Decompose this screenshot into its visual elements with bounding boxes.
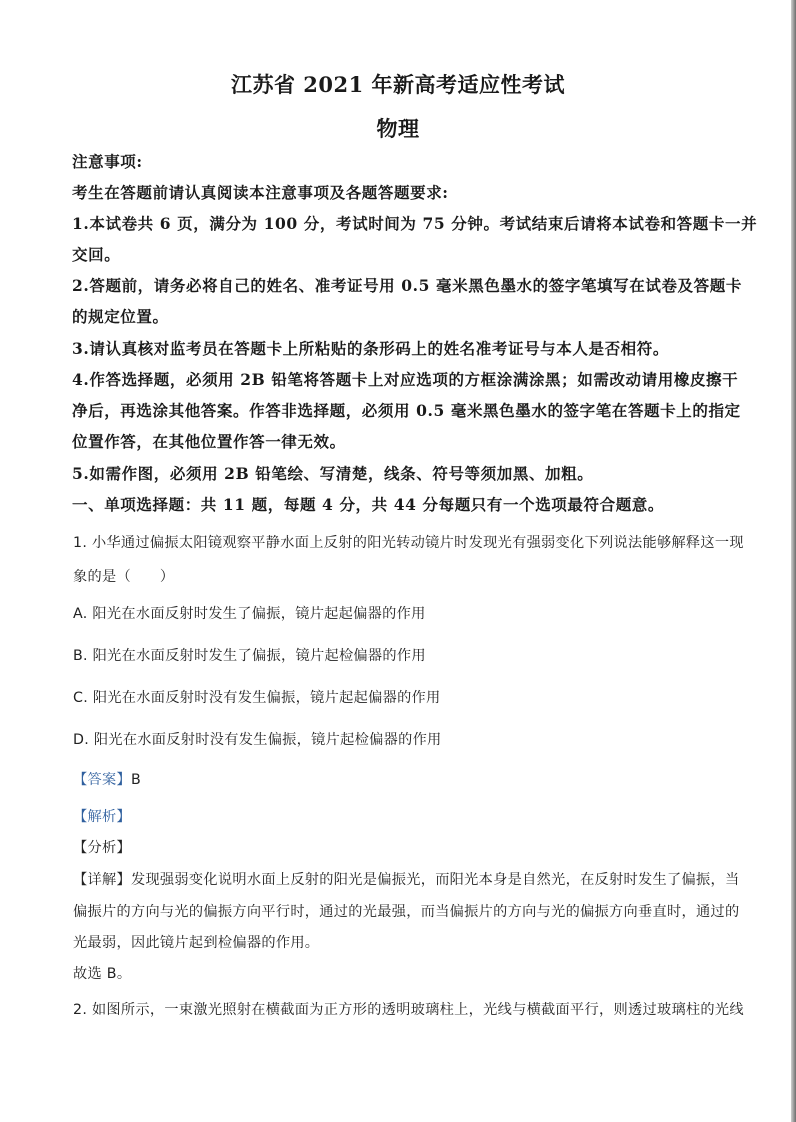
question-1-option-d: D. 阳光在水面反射时没有发生偏振，镜片起检偏器的作用 bbox=[73, 732, 442, 748]
notice-item-line: 2.答题前，请务必将自己的姓名、准考证号用 0.5 毫米黑色墨水的签字笔填写在试卷及答题卡 bbox=[72, 276, 742, 295]
subject-title: 物理 bbox=[376, 116, 420, 141]
notice-item-line: 1.本试卷共 6 页，满分为 100 分，考试时间为 75 分钟。考试结束后请将本试卷和答题卡一并 bbox=[72, 214, 758, 233]
notice-item-line: 净后，再选涂其他答案。作答非选择题，必须用 0.5 毫米黑色墨水的签字笔在答题卡上的指定 bbox=[72, 401, 741, 420]
detail-line: 光最弱，因此镜片起到检偏器的作用。 bbox=[73, 935, 320, 951]
answer-value: B bbox=[130, 772, 141, 788]
question-1-stem: 象的是（ ） bbox=[73, 569, 175, 585]
fenxi-tag: 【分析】 bbox=[73, 840, 131, 856]
notice-item-line: 的规定位置。 bbox=[72, 307, 169, 326]
section-heading: 一、单项选择题：共 11 题，每题 4 分，共 44 分每题只有一个选项最符合题意。 bbox=[72, 495, 665, 514]
question-1-option-a: A. 阳光在水面反射时发生了偏振，镜片起起偏器的作用 bbox=[73, 606, 426, 622]
notice-heading: 注意事项: bbox=[72, 152, 143, 171]
exam-title: 江苏省 2021 年新高考适应性考试 bbox=[230, 72, 566, 97]
notice-item-line: 交回。 bbox=[72, 245, 121, 264]
notice-item-line: 3.请认真核对监考员在答题卡上所粘贴的条形码上的姓名准考证号与本人是否相符。 bbox=[72, 339, 669, 358]
question-2-stem: 2. 如图所示，一束激光照射在横截面为正方形的透明玻璃柱上，光线与横截面平行，则透过玻璃柱的光线 bbox=[73, 1002, 744, 1018]
conclusion-line: 故选 B。 bbox=[73, 966, 132, 982]
notice-item-line: 位置作答，在其他位置作答一律无效。 bbox=[72, 432, 346, 451]
notice-intro: 考生在答题前请认真阅读本注意事项及各题答题要求: bbox=[72, 183, 449, 202]
detail-line: 【详解】发现强弱变化说明水面上反射的阳光是偏振光，而阳光本身是自然光，在反射时发生了偏振，当 bbox=[73, 872, 740, 888]
page-edge-shadow bbox=[791, 0, 796, 1122]
answer-tag: 【答案】 bbox=[73, 772, 131, 788]
notice-item-line: 5.如需作图，必须用 2B 铅笔绘、写清楚，线条、符号等须加黑、加粗。 bbox=[72, 464, 594, 483]
question-1-stem: 1. 小华通过偏振太阳镜观察平静水面上反射的阳光转动镜片时发现光有强弱变化下列说法能够解释这一现 bbox=[73, 535, 744, 551]
analysis-tag: 【解析】 bbox=[73, 809, 131, 825]
answer-line bbox=[73, 769, 141, 789]
detail-line: 偏振片的方向与光的偏振方向平行时，通过的光最强，而当偏振片的方向与光的偏振方向垂直时，通过的 bbox=[73, 904, 740, 920]
question-1-option-c: C. 阳光在水面反射时没有发生偏振，镜片起起偏器的作用 bbox=[73, 690, 441, 706]
question-1-option-b: B. 阳光在水面反射时发生了偏振，镜片起检偏器的作用 bbox=[73, 648, 426, 664]
notice-item-line: 4.作答选择题，必须用 2B 铅笔将答题卡上对应选项的方框涂满涂黑；如需改动请用橡皮擦干 bbox=[72, 370, 739, 389]
